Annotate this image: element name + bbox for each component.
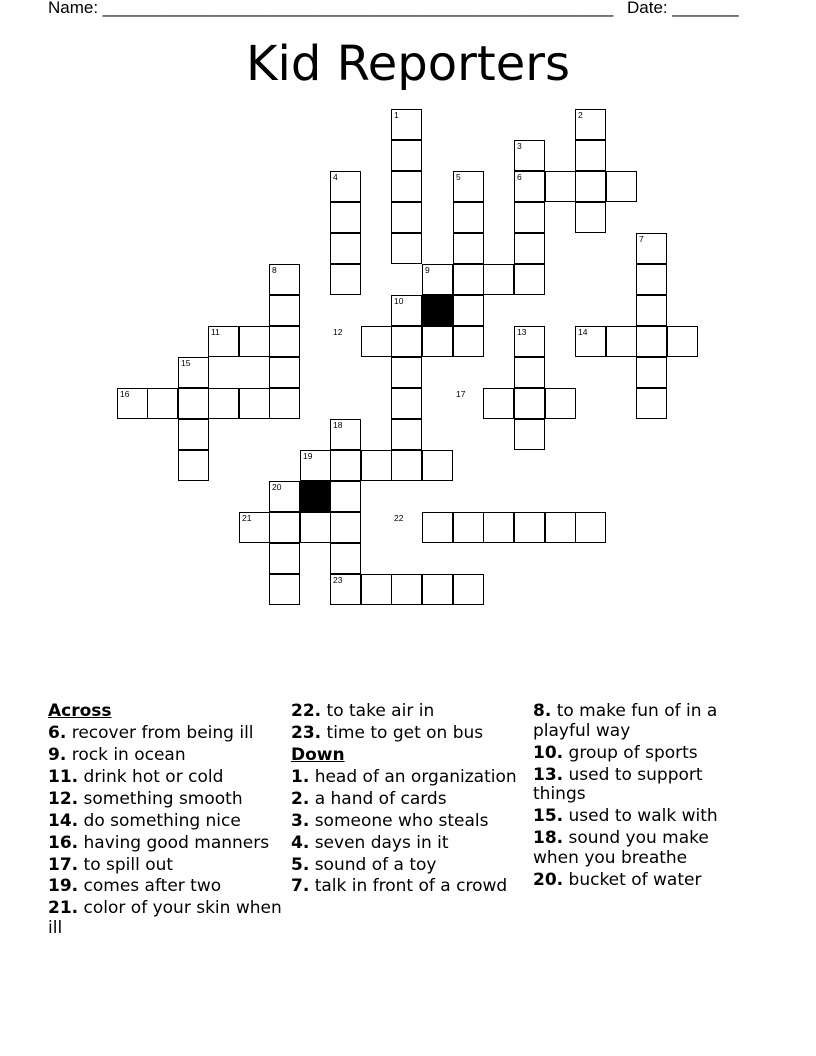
crossword-cell[interactable] (514, 357, 545, 388)
crossword-cell[interactable] (636, 264, 667, 295)
down-clue: 8. to make fun of in a playful way (533, 701, 718, 741)
crossword-cell[interactable] (575, 512, 606, 543)
cell-number: 10 (394, 296, 404, 306)
crossword-cell[interactable] (636, 357, 667, 388)
crossword-cell[interactable] (636, 388, 667, 419)
cell-number: 8 (272, 265, 277, 275)
across-clue: 11. drink hot or cold (48, 766, 224, 787)
cell-number: 21 (242, 513, 252, 523)
crossword-cell[interactable] (453, 202, 484, 233)
across-clue: 22. to take air in (291, 701, 435, 721)
crossword-cell[interactable] (422, 512, 453, 543)
clue-column-2 (291, 702, 531, 899)
down-clue: 10. group of sports (533, 742, 698, 763)
down-clue: 5. sound of a toy (291, 854, 437, 875)
crossword-cell[interactable] (269, 357, 300, 388)
crossword-cell[interactable] (239, 326, 270, 357)
cell-number: 14 (578, 327, 588, 337)
crossword-cell[interactable] (422, 450, 453, 481)
crossword-cell[interactable] (391, 450, 422, 481)
across-clue: 19. comes after two (48, 876, 222, 897)
crossword-cell[interactable] (514, 264, 545, 295)
crossword-cell[interactable] (453, 233, 484, 264)
down-clue: 18. sound you make when you breathe (533, 828, 709, 868)
cell-number: 2 (578, 110, 583, 120)
crossword-cell[interactable] (575, 140, 606, 171)
crossword-cell[interactable] (330, 543, 361, 574)
crossword-cell[interactable] (178, 419, 209, 450)
down-clue: 1. head of an organization (291, 766, 517, 787)
crossword-cell[interactable] (391, 171, 422, 202)
cell-number: 3 (517, 141, 522, 151)
date-label: Date: _______ (627, 0, 739, 17)
cell-number: 23 (333, 575, 343, 585)
cell-number: 20 (272, 482, 282, 492)
cell-number: 18 (333, 420, 343, 430)
down-clue: 13. used to support things (533, 764, 703, 805)
page-title: Kid Reporters (246, 36, 570, 92)
clue-column-3 (533, 702, 753, 893)
crossword-cell[interactable] (361, 450, 392, 481)
crossword-cell[interactable] (361, 574, 392, 605)
crossword-cell[interactable] (391, 419, 422, 450)
crossword-cell[interactable] (453, 512, 484, 543)
crossword-cell[interactable] (300, 512, 331, 543)
across-clue: 23. time to get on bus (291, 722, 484, 743)
crossword-cell[interactable] (391, 140, 422, 171)
crossword-cell[interactable] (269, 388, 300, 419)
cell-number: 1 (394, 110, 399, 120)
down-clue: 2. a hand of cards (291, 788, 447, 809)
crossword-cell[interactable] (422, 574, 453, 605)
crossword-cell[interactable] (453, 326, 484, 357)
across-clue: 12. something smooth (48, 788, 243, 809)
cell-number: 16 (120, 389, 130, 399)
crossword-cell[interactable] (269, 512, 300, 543)
crossword-cell[interactable] (330, 264, 361, 295)
cell-number: 6 (517, 172, 522, 182)
crossword-cell[interactable] (391, 326, 422, 357)
down-clue: 4. seven days in it (291, 832, 449, 853)
crossword-cell[interactable] (636, 295, 667, 326)
crossword-cell[interactable] (453, 264, 484, 295)
crossword-cell[interactable] (514, 233, 545, 264)
crossword-cell[interactable] (667, 326, 698, 357)
crossword-cell[interactable] (636, 326, 667, 357)
crossword-cell[interactable] (514, 202, 545, 233)
crossword-cell[interactable] (606, 326, 637, 357)
crossword-cell[interactable] (545, 388, 576, 419)
cell-number: 9 (425, 265, 430, 275)
crossword-cell[interactable] (483, 264, 514, 295)
crossword-cell[interactable] (391, 574, 422, 605)
across-clue: 21. color of your skin when ill (48, 898, 282, 939)
across-heading: Across (48, 701, 112, 721)
cell-number: 15 (181, 358, 191, 368)
crossword-cell[interactable] (269, 326, 300, 357)
cell-number: 17 (456, 389, 466, 399)
crossword-cell[interactable] (453, 295, 484, 326)
cell-number: 11 (211, 327, 220, 337)
crossword-cell[interactable] (483, 512, 514, 543)
blocked-cell (300, 481, 331, 512)
across-clue: 16. having good manners (48, 832, 270, 853)
crossword-cell[interactable] (575, 171, 606, 202)
crossword-cell[interactable] (545, 171, 576, 202)
crossword-cell[interactable] (269, 543, 300, 574)
cell-number: 7 (639, 234, 644, 244)
down-heading: Down (291, 744, 345, 765)
across-clue: 14. do something nice (48, 810, 241, 831)
crossword-cell[interactable] (330, 450, 361, 481)
crossword-cell[interactable] (545, 512, 576, 543)
crossword-cell[interactable] (330, 233, 361, 264)
cell-number: 4 (333, 172, 338, 182)
crossword-cell[interactable] (483, 388, 514, 419)
crossword-cell[interactable] (391, 233, 422, 264)
crossword-cell[interactable] (269, 574, 300, 605)
down-clue: 7. talk in front of a crowd (291, 876, 508, 897)
blocked-cell (422, 295, 453, 326)
crossword-cell[interactable] (422, 326, 453, 357)
crossword-cell[interactable] (147, 388, 178, 419)
clue-column-1 (48, 702, 288, 941)
crossword-cell[interactable] (330, 512, 361, 543)
crossword-cell[interactable] (391, 357, 422, 388)
crossword-cell[interactable] (453, 574, 484, 605)
crossword-cell[interactable] (575, 202, 606, 233)
name-label: Name: ______________________________________________________ (48, 0, 614, 17)
crossword-cell[interactable] (178, 388, 209, 419)
cell-number: 13 (517, 327, 527, 337)
cell-number: 12 (333, 327, 343, 337)
crossword-cell[interactable] (514, 512, 545, 543)
crossword-cell[interactable] (391, 202, 422, 233)
crossword-cell[interactable] (208, 388, 239, 419)
down-clue: 15. used to walk with (533, 806, 718, 827)
cell-number: 22 (394, 513, 404, 523)
across-clue: 17. to spill out (48, 854, 174, 875)
crossword-cell[interactable] (330, 481, 361, 512)
cell-number: 5 (456, 172, 461, 182)
crossword-cell[interactable] (239, 388, 270, 419)
crossword-cell[interactable] (391, 388, 422, 419)
crossword-cell[interactable] (330, 202, 361, 233)
down-clue: 3. someone who steals (291, 810, 489, 831)
crossword-cell[interactable] (514, 419, 545, 450)
cell-number: 19 (303, 451, 313, 461)
crossword-cell[interactable] (269, 295, 300, 326)
across-clue: 9. rock in ocean (48, 744, 186, 765)
down-clue: 20. bucket of water (533, 869, 702, 890)
crossword-cell[interactable] (514, 388, 545, 419)
crossword-cell[interactable] (178, 450, 209, 481)
across-clue: 6. recover from being ill (48, 722, 254, 743)
crossword-cell[interactable] (606, 171, 637, 202)
crossword-cell[interactable] (361, 326, 392, 357)
